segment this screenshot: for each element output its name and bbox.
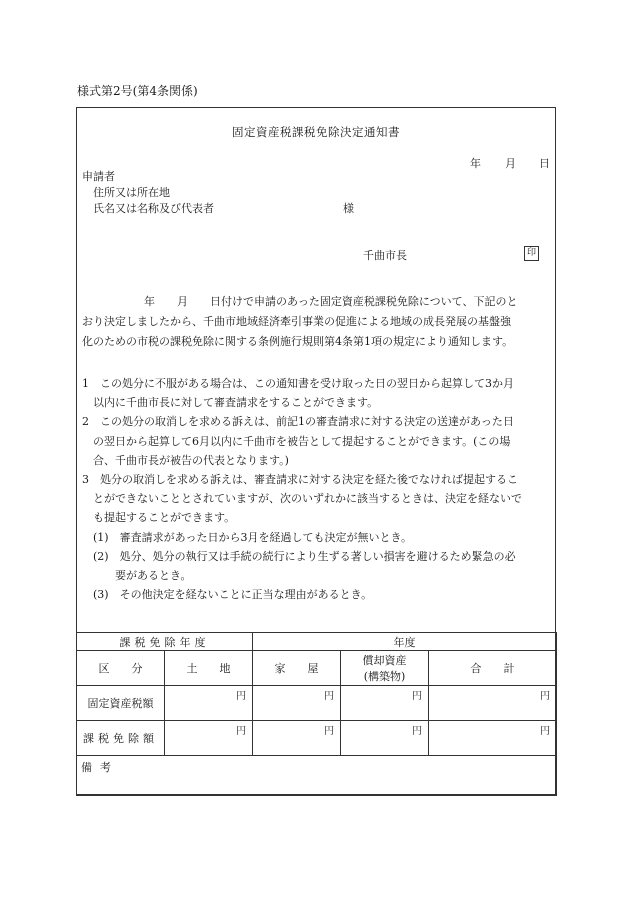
unit-yen: 円: [165, 686, 253, 721]
row-label-tax-amount: 固定資産税額: [77, 686, 165, 721]
date-year: 年: [470, 157, 481, 170]
notice-line: 3 処分の取消しを求める訴えは、審査請求に対する決定を経た後でなければ提起するこ: [82, 473, 518, 487]
unit-yen: 円: [429, 721, 557, 756]
document-title: 固定資産税課税免除決定通知書: [232, 125, 400, 139]
unit-yen: 円: [165, 721, 253, 756]
row-label-exemption-amount: 課税免除額: [77, 721, 165, 756]
issuer-name: 千曲市長: [363, 249, 407, 262]
unit-yen: 円: [341, 721, 429, 756]
notice-line: とができないこととされていますが、次のいずれかに該当するときは、決定を経ないで: [82, 492, 522, 506]
header-depreciable-line1: 償却資産: [362, 654, 407, 667]
date-month: 月: [505, 157, 516, 170]
notice-line: 1 この処分に不服がある場合は、この通知書を受け取った日の翌日から起算して3か月: [82, 377, 514, 390]
year-cell: 年度: [253, 633, 557, 651]
applicant-label: 申請者: [82, 170, 115, 183]
notes-label: 備考: [77, 756, 557, 796]
notice-line: (1) 審査請求があった日から3月を経過しても決定が無いとき。: [82, 530, 413, 544]
notice-line: 合、千曲市長が被告の代表となります。): [82, 453, 289, 467]
address-label: 住所又は所在地: [93, 186, 170, 199]
unit-yen: 円: [341, 686, 429, 721]
header-total: 合 計: [429, 651, 557, 686]
notice-line: の翌日から起算して6月以内に千曲市を被告として提起することができます。(この場: [82, 434, 511, 448]
honorific: 様: [343, 202, 354, 215]
intro-text: [82, 292, 517, 352]
header-depreciable-line2: (構築物): [363, 670, 406, 683]
header-land: 土 地: [165, 651, 253, 686]
intro-line: 年 月 日付けで申請のあった固定資産税課税免除について、下記のと: [144, 295, 518, 308]
notice-line: (2) 処分、処分の執行又は手続の続行により生ずる著しい損害を避けるため緊急の必: [82, 549, 516, 563]
notice-line: も提起することができます。: [82, 511, 236, 525]
name-label: 氏名又は名称及び代表者: [93, 202, 214, 215]
header-house: 家 屋: [253, 651, 341, 686]
unit-yen: 円: [253, 686, 341, 721]
unit-yen: 円: [429, 686, 557, 721]
header-depreciable: [341, 651, 429, 686]
notice-text: [82, 374, 522, 604]
intro-line: おり決定しましたから、千曲市地域経済牽引事業の促進による地域の成長発展の基盤強: [82, 315, 511, 328]
form-label: 様式第2号(第4条関係): [77, 84, 198, 98]
date-day: 日: [539, 157, 550, 170]
notice-line: 2 この処分の取消しを求める訴えは、前記1の審査請求に対する決定の送達があった日: [82, 415, 514, 429]
unit-yen: 円: [253, 721, 341, 756]
notice-line: (3) その他決定を経ないことに正当な理由があるとき。: [82, 588, 373, 602]
header-category: 区 分: [77, 651, 165, 686]
notice-line: 要があるとき。: [82, 569, 192, 583]
seal-mark: 印: [524, 246, 539, 261]
tax-table: [76, 632, 557, 796]
exemption-year-label: 課税免除年度: [77, 633, 253, 651]
intro-line: 化のための市税の課税免除に関する条例施行規則第4条第1項の規定により通知します。: [82, 335, 514, 348]
notice-line: 以内に千曲市長に対して審査請求をすることができます。: [82, 396, 379, 410]
